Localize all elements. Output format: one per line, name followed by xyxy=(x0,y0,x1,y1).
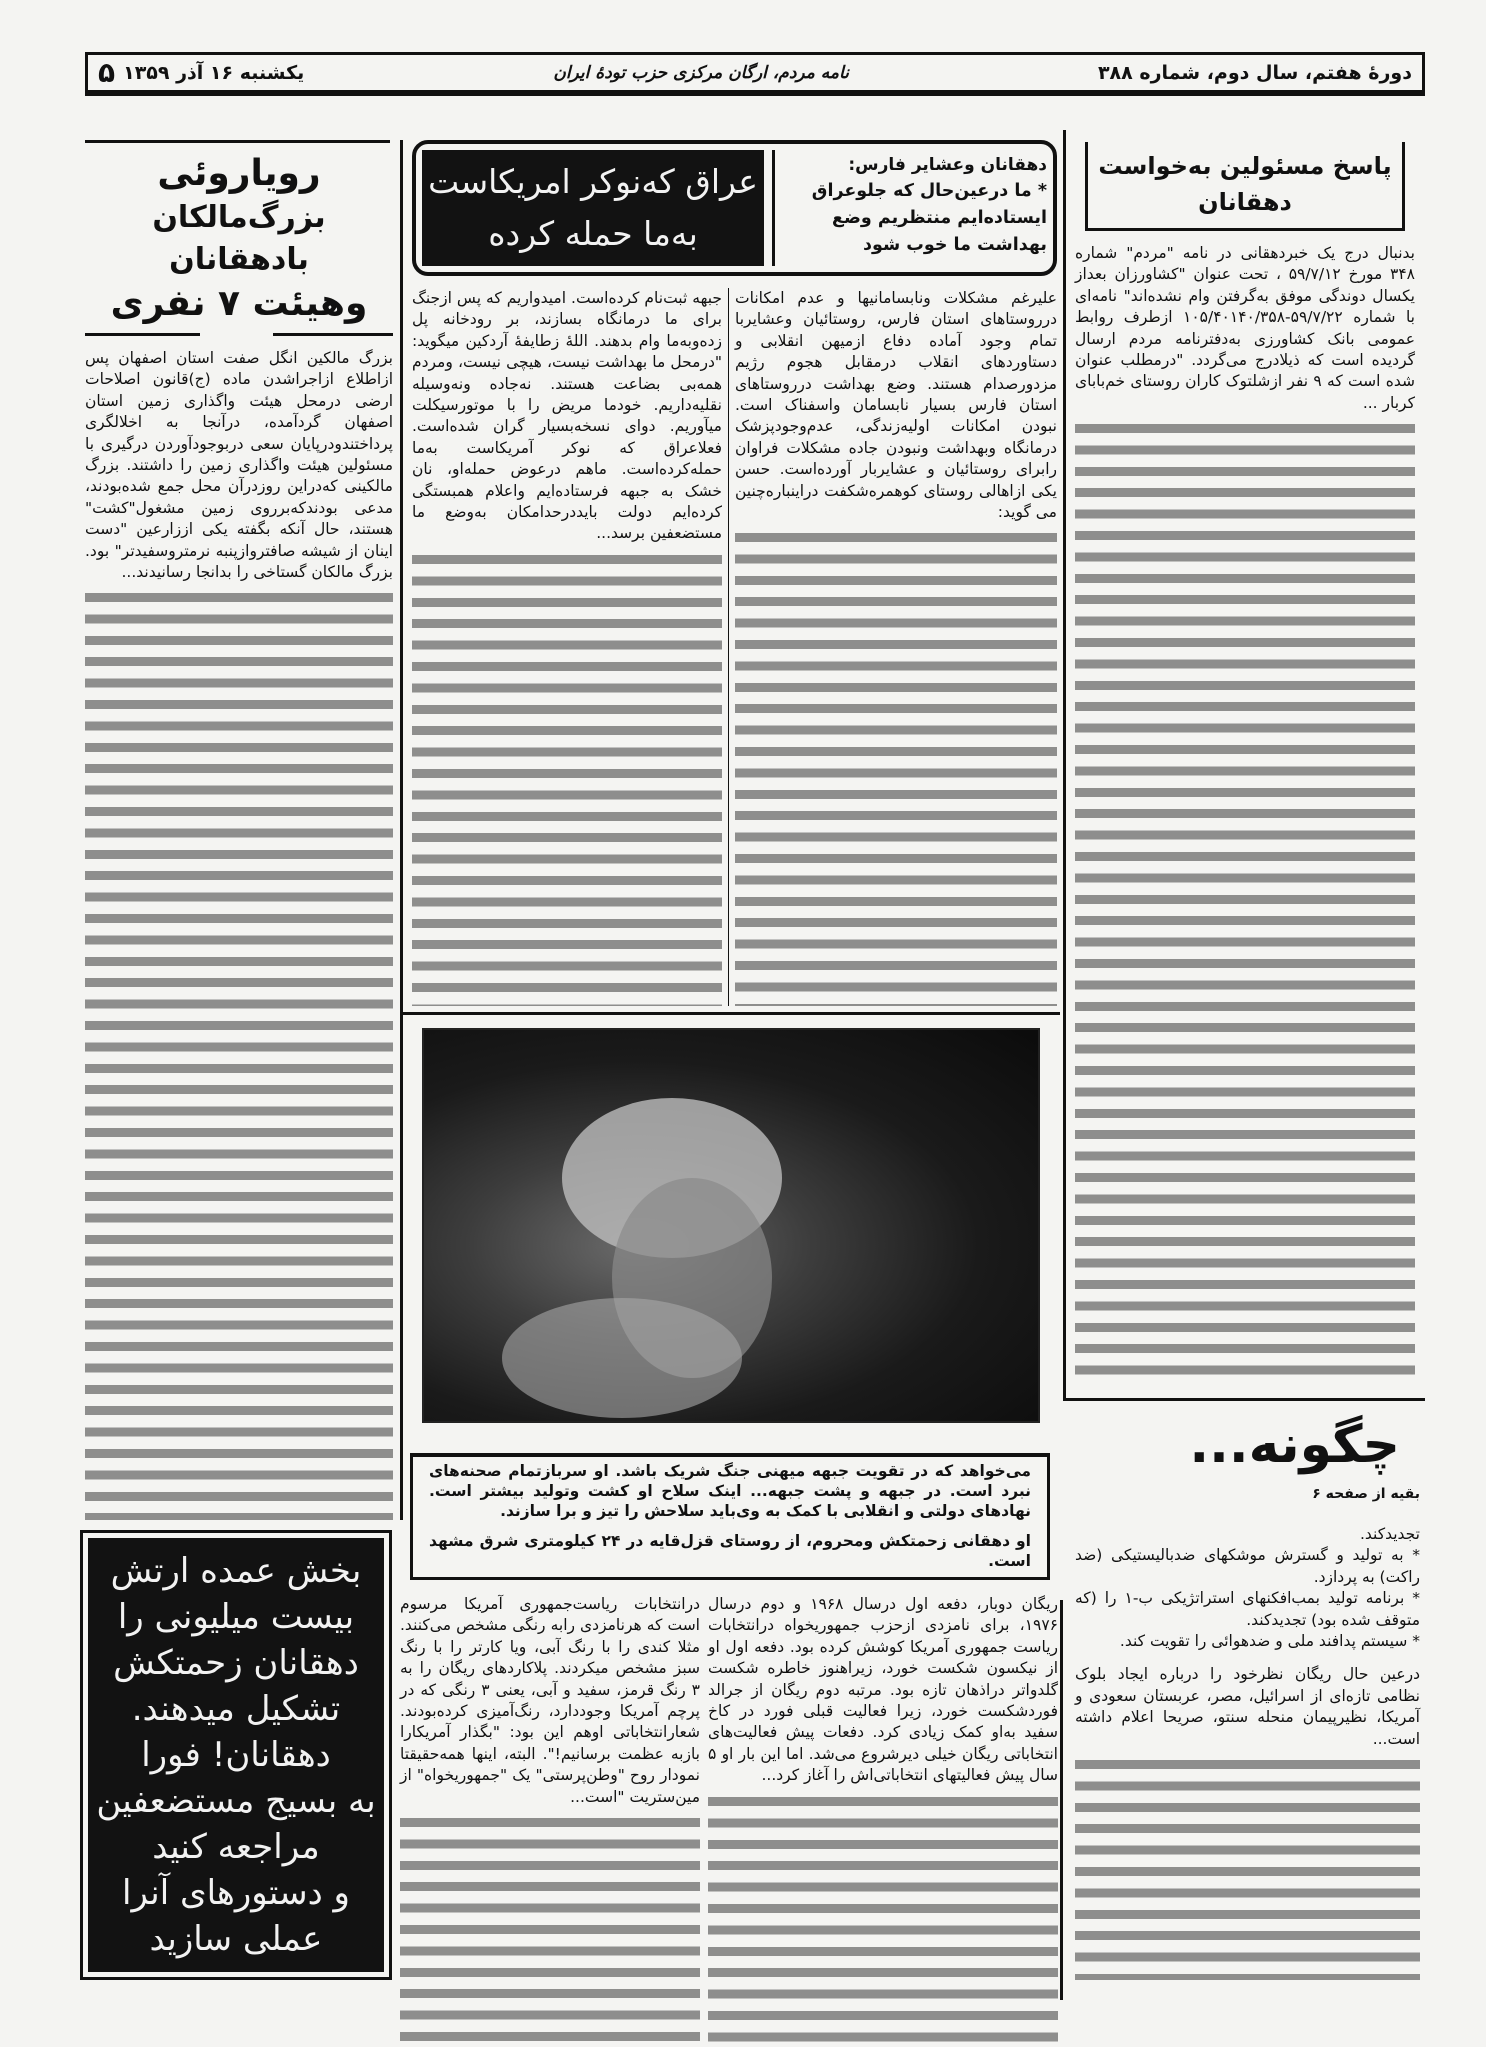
issue-info: دورهٔ هفتم، سال دوم، شماره ۳۸۸ xyxy=(1097,61,1412,84)
date-text: یکشنبه ۱۶ آذر ۱۳۵۹ xyxy=(123,61,305,84)
page-date xyxy=(98,56,304,89)
center-headline-line2: به‌ما حمله کرده xyxy=(488,214,698,253)
center-col1-continued xyxy=(735,527,1057,1006)
right-article xyxy=(1075,142,1415,1382)
mobilization-box xyxy=(80,1530,392,1980)
box-line: مراجعه کنید xyxy=(152,1827,320,1867)
box-line: تشکیل میدهند. xyxy=(131,1689,341,1729)
center-col2-continued xyxy=(412,549,722,1006)
how-headline: چگونه... xyxy=(1189,1415,1400,1475)
section-divider xyxy=(1063,1398,1425,1401)
box-line: دهقانان! فورا xyxy=(141,1735,331,1775)
continued-from: بقیه از صفحه ۶ xyxy=(1312,1486,1420,1502)
how-article xyxy=(1075,1410,1420,1980)
center-subhead: * ما درعین‌حال که جلوعراق ایستاده‌ایم منتظریم وضع بهداشت ما خوب شود xyxy=(811,181,1047,255)
box-line: بیست میلیونی را xyxy=(117,1597,355,1637)
left-headline xyxy=(85,151,393,327)
box-line: و دستورهای آنرا xyxy=(122,1873,350,1913)
mobilization-text xyxy=(88,1538,384,1972)
caption-paragraph-2: او دهقانی زحمتکش ومحروم، از روستای قزل‌قایه در ۲۴ کیلومتری شرق مشهد است. xyxy=(429,1532,1031,1570)
how-body-2: درعین حال ریگان نظرخود را درباره ایجاد بلوک نظامی تازه‌ای از اسرائیل، مصر، عربستان سعودی و آمریکا، نظیرپیمان منحله سنتو، صریحا اعلام داشته است... xyxy=(1075,1665,1420,1748)
left-headline-line2: بزرگ‌مالکان بادهقانان xyxy=(152,200,326,277)
reagan-col1-wrap xyxy=(708,1594,1058,2043)
section-divider xyxy=(400,1012,1060,1015)
box-line: بخش عمده ارتش xyxy=(110,1551,362,1591)
rule xyxy=(85,140,390,143)
center-col2 xyxy=(412,288,722,1006)
rule xyxy=(85,333,200,336)
caption-paragraph-1: می‌خواهد که در تقویت جبهه میهنی جنگ شریک باشد. او سربازتمام صحنه‌های نبرد است. در جبهه و پشت جبهه... اینک سلاح او کشت وتولید بیشتر است. نهادهای دولتی و انقلابی با کمک به وی‌باید سلاحش را تیز و برا سازند. xyxy=(429,1462,1031,1520)
center-col1-text: علیرغم مشکلات ونابسامانیها و عدم امکانات درروستاهای استان فارس، روستائیان وعشایربا تمام وجود آماده دفاع ازمیهن انقلابی و دستاوردهای انقلاب درمقابل هجوم رژیم مزدورصدام هستند. وضع بهداشت درروستاهای استان فارس بسیار نابسامان واسفناک است. نبودن امکانات اولیه‌زندگی، عدم‌وجودپزشک درمانگاه وبهداشت ونبودن جاده مشکلات فراوان رابرای روستائیان و عشایربار آورده‌است. حسن یکی ازاهالی روستای کوهمره‌شکفت دراینباره‌چنین می گوید: xyxy=(735,289,1057,522)
center-headline-line1: عراق که‌نوکر امریکاست xyxy=(428,162,758,201)
center-bottom-section xyxy=(400,1028,1058,2043)
box-line: عملی سازید xyxy=(149,1919,323,1959)
right-article-body: بدنبال درج یک خبردهقانی در نامه "مردم" شماره ۳۴۸ مورخ ۵۹/۷/۱۲ ، تحت عنوان "کشاورزان بعداز یکسال دوندگی موفق به‌گرفتن وام نشده‌اند" نامه‌ای با شماره ۵۹/۷/۲۲-۱۰۵/۴۰۱۴۰/۳۵۸ ازطرف روابط عمومی بانک کشاورزی به‌دفترنامه مردم ارسال گردیده است که ذیلادرج می‌گردد. "درمطلب عنوان شده است که ۹ نفر ازشلتوک کاران روستای خم‌بابای کربار ... xyxy=(1075,244,1415,412)
reagan-col2-continued xyxy=(400,1812,700,2043)
right-article-text-continued xyxy=(1075,418,1415,1382)
right-headline: پاسخ مسئولین به‌خواست دهقانان xyxy=(1098,152,1392,216)
reagan-col1-continued xyxy=(708,1791,1058,2043)
column-divider xyxy=(1063,130,1066,1400)
how-bullet-2: * برنامه تولید بمب‌افکنهای استراتژیکی ب-۱ را (که متوقف شده بود) تجدیدکند. xyxy=(1075,1589,1420,1629)
farmer-figure-icon xyxy=(422,1028,1040,1423)
how-bullet-1: * به تولید و گسترش موشکهای ضدبالیستیکی (ضد راکت) به پردازد. xyxy=(1075,1546,1420,1586)
column-divider xyxy=(728,288,729,1006)
center-kicker: دهقانان وعشایر فارس: xyxy=(848,155,1047,175)
center-headline-box xyxy=(412,140,1057,276)
left-headline-line3: وهیئت ۷ نفری xyxy=(110,283,368,324)
center-col1 xyxy=(735,288,1057,1006)
reagan-col2-wrap xyxy=(400,1594,700,2043)
left-article-body: بزرگ مالکین انگل صفت استان اصفهان پس ازاطلاع ازاجراشدن ماده (ج)قانون اصلاحات ارضی درمحل هیئت واگذاری زمین استان اصفهان گردآمده، درآنجا به اخلالگری پرداختندودرپایان سعی دربوجودآوردن درگیری با مسئولین هیئت واگذاری زمین را داشتند. بزرگ مالکینی که‌دراین روزدرآن محل جمع شده‌بودند، مدعی بودندکه‌برروی زمین مشغول"کشت" هستند، حال آنکه بگفته یکی اززارعین "دست اینان از شیشه صافتروازپنبه نرمتروسفیدتر" بود. بزرگ مالکان گستاخی را بدانجا رسانیدند... xyxy=(85,349,393,582)
column-divider xyxy=(1060,1600,1063,2000)
left-article-continued xyxy=(85,587,393,1520)
center-article xyxy=(412,140,1057,1006)
how-bullet-3: * سیستم پدافند ملی و ضدهوائی را تقویت کند. xyxy=(1119,1632,1420,1651)
center-col2-text: جبهه ثبت‌نام کرده‌است. امیدواریم که پس ازجنگ برای ما درمانگاه بسازند، بر رودخانه پل زده‌وبه‌ما وام بدهند. اللهٔ زطایفهٔ آردکین میگوید: "درمحل ما بهداشت نیست، هیچی نیست، ومردم همه‌بی بضاعت هستند. نه‌جاده ونه‌وسیله نقلیه‌داریم. خودما مریض را با موتورسیکلت میآوریم. دوای نسخه‌بسیار گران شده‌است. فعلاعراق که نوکر آمریکاست به‌ما حمله‌کرده‌است. ماهم درعوض حمله‌او، نان خشک به جبهه فرستاده‌ایم واعلام همبستگی کرده‌ایم دولت بایددرحدامکان به‌وضع ما مستضعفین برسد... xyxy=(412,289,722,543)
left-article xyxy=(85,140,393,1520)
farmer-photo xyxy=(422,1028,1040,1423)
box-line: دهقانان زحمتکش xyxy=(113,1643,359,1683)
column-divider xyxy=(400,140,403,1520)
box-line: به بسیج مستضعفین xyxy=(96,1781,376,1821)
how-body-1: تجدیدکند. xyxy=(1359,1525,1420,1543)
how-continued xyxy=(1075,1754,1420,1980)
rule xyxy=(273,333,393,336)
headline-divider xyxy=(772,150,775,266)
photo-caption-box xyxy=(410,1453,1050,1580)
reagan-col2: درانتخابات ریاست‌جمهوری آمریکا مرسوم است که هرنامزدی رابه رنگی مشخص می‌کنند. مثلا کندی را با رنگ آبی، ویا کارتر را با رنگ سبز مشخص میکردند. پلاکاردهای ریگان را به ۳ رنگ قرمز، سفید و آبی، یعنی ۳ رنگی که در پرچم آمریکا وجوددارد، رنگ‌آمیزی کرده‌بودند. شعارانتخاباتی اوهم این بود: "بگذار آمریکارا بازبه عظمت برسانیم!". البته، اینها همه‌حقیقتا نمودار روح "وطن‌پرستی" یک "جمهوریخواه" از مین‌ستریت "است... xyxy=(400,1595,700,1806)
right-headline-box xyxy=(1085,142,1405,231)
page-number: ۵ xyxy=(98,56,116,89)
left-headline-line1: رویاروئی xyxy=(157,153,321,194)
masthead: نامه مردم، ارگان مرکزی حزب تودهٔ ایران xyxy=(553,62,849,83)
reagan-col1: ریگان دوبار، دفعه اول درسال ۱۹۶۸ و دوم درسال ۱۹۷۶، برای نامزدی ازحزب جمهوریخواه درانتخابات ریاست جمهوری آمریکا کوشش کرده بود. دفعه اول او از نیکسون شکست خورد، زیراهنوز خاطره شکست گلدواتر دراذهان تازه بود. مرتبه دوم ریگان از جرالد فوردشکست خورد، زیرا فعالیت قبلی فورد در کاخ سفید به‌او کمک زیادی کرد. دفعات پیش فعالیت‌های انتخاباتی ریگان خیلی دیرشروع می‌شد. اما این بار او ۵ سال پیش فعالیتهای انتخاباتی‌اش را آغاز کرد... xyxy=(708,1595,1059,1785)
center-headline-black xyxy=(422,150,764,266)
newspaper-header xyxy=(85,52,1425,96)
